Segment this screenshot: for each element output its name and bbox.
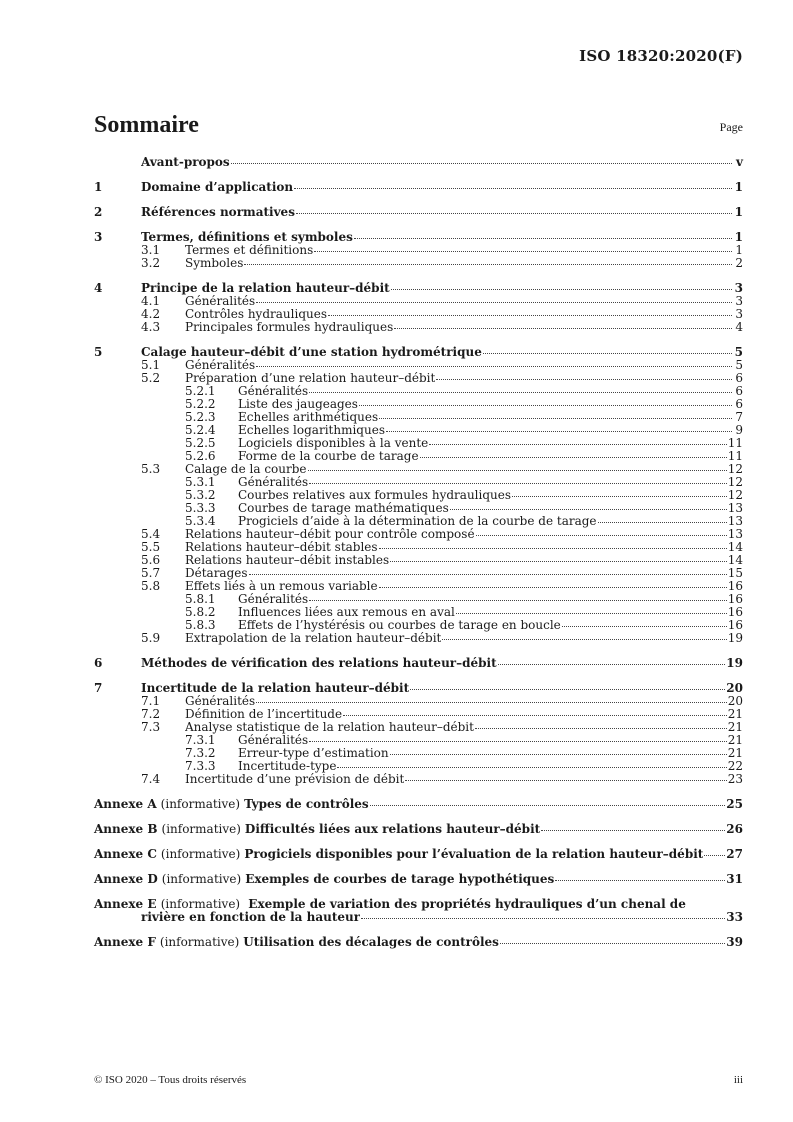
toc-entry-page: 1 xyxy=(734,180,743,194)
toc-entry-page: 12 xyxy=(727,488,743,502)
toc-entry-page: 21 xyxy=(727,746,743,760)
dot-leader xyxy=(309,600,727,601)
dot-leader xyxy=(379,418,732,419)
toc-entry-number: 5.3 xyxy=(141,462,161,476)
toc-entry[interactable] xyxy=(94,632,743,645)
dot-leader xyxy=(476,535,727,536)
dot-leader xyxy=(386,431,732,432)
toc-entry[interactable] xyxy=(94,773,743,786)
annex-qualifier: (informative) xyxy=(159,935,240,949)
toc-entry-number: 5.2.6 xyxy=(185,449,216,463)
toc-entry[interactable] xyxy=(94,231,743,244)
dot-leader xyxy=(354,238,732,239)
toc-entry[interactable] xyxy=(94,244,743,257)
toc-entry-page: 11 xyxy=(727,436,743,450)
toc-entry-page: 5 xyxy=(734,345,743,359)
annex-qualifier: (informative) xyxy=(161,822,241,836)
toc-entry-number: 5.4 xyxy=(141,527,161,541)
toc-entry-title: Symboles xyxy=(185,257,244,270)
dot-leader xyxy=(498,664,726,665)
dot-leader xyxy=(436,379,732,380)
toc-entry-number: 5.3.3 xyxy=(185,501,216,515)
dot-leader xyxy=(483,353,732,354)
toc-entry[interactable] xyxy=(94,450,743,463)
toc-entry-page: 33 xyxy=(726,910,743,924)
toc-entry-number: 7.4 xyxy=(141,772,161,786)
dot-leader xyxy=(512,496,727,497)
toc-entry-number: 7 xyxy=(94,681,103,695)
toc-entry-number: 5.3.2 xyxy=(185,488,216,502)
toc-entry-title: Avant-propos xyxy=(141,156,230,169)
toc-entry[interactable] xyxy=(94,528,743,541)
toc-entry-title: Relations hauteur–débit stables xyxy=(185,541,378,554)
dot-leader xyxy=(379,587,727,588)
toc-entry-page: 21 xyxy=(727,720,743,734)
toc-entry-page: 27 xyxy=(726,847,743,861)
toc-entry-page: 16 xyxy=(727,592,743,606)
dot-leader xyxy=(541,830,725,831)
toc-entry-title: Échelles logarithmiques xyxy=(238,424,385,437)
toc-entry-title: Généralités xyxy=(238,385,309,398)
toc-entry-title: Généralités xyxy=(238,476,309,489)
toc-annex-entry[interactable] xyxy=(94,873,743,886)
toc-entry-page: 1 xyxy=(735,243,743,257)
table-of-contents xyxy=(94,156,743,949)
dot-leader xyxy=(500,943,725,944)
toc-entry-title: Forme de la courbe de tarage xyxy=(238,450,419,463)
toc-entry-page: 39 xyxy=(726,935,743,949)
dot-leader xyxy=(328,315,732,316)
annex-qualifier: (informative) xyxy=(160,897,241,911)
toc-entry-title: Généralités xyxy=(185,695,256,708)
toc-entry-number: 5.5 xyxy=(141,540,161,554)
toc-annex-entry[interactable] xyxy=(94,936,743,949)
toc-entry-page: 20 xyxy=(727,694,743,708)
toc-annex-entry[interactable] xyxy=(94,898,743,924)
dot-leader xyxy=(429,444,726,445)
toc-entry-title: Calage hauteur–débit d’une station hydrométrique xyxy=(141,346,482,359)
toc-entry[interactable] xyxy=(94,295,743,308)
toc-entry-title: Échelles arithmétiques xyxy=(238,411,379,424)
dot-leader xyxy=(361,918,725,919)
toc-entry[interactable] xyxy=(94,321,743,334)
annex-title: Progiciels disponibles pour l’évaluation de la relation hauteur–débit xyxy=(244,848,704,861)
toc-entry-page: 14 xyxy=(727,553,743,567)
toc-entry[interactable] xyxy=(94,682,743,695)
dot-leader xyxy=(309,483,727,484)
toc-entry-page: 16 xyxy=(727,605,743,619)
toc-entry-page: 22 xyxy=(727,759,743,773)
toc-entry-title: Généralités xyxy=(185,359,256,372)
dot-leader xyxy=(256,302,732,303)
dot-leader xyxy=(598,522,727,523)
toc-entry-title: Courbes de tarage mathématiques xyxy=(238,502,449,515)
toc-entry-page: v xyxy=(736,155,743,169)
toc-entry-title: Courbes relatives aux formules hydrauliques xyxy=(238,489,512,502)
annex-qualifier: (informative) xyxy=(160,847,241,861)
toc-entry-number: 2 xyxy=(94,205,103,219)
toc-entry-number: 5.2.5 xyxy=(185,436,216,450)
dot-leader xyxy=(442,639,726,640)
toc-entry-page: 3 xyxy=(735,307,743,321)
toc-entry[interactable] xyxy=(94,206,743,219)
toc-entry-page: 4 xyxy=(735,320,743,334)
annex-label: Annexe C xyxy=(94,847,157,861)
toc-entry-page: 21 xyxy=(727,707,743,721)
dot-leader xyxy=(475,728,727,729)
toc-annex-entry[interactable] xyxy=(94,823,743,836)
toc-entry-title: Définition de l’incertitude xyxy=(185,708,343,721)
toc-entry-title: Termes, définitions et symboles xyxy=(141,231,353,244)
toc-entry-page: 12 xyxy=(727,475,743,489)
toc-entry-number: 5.2.3 xyxy=(185,410,216,424)
toc-entry-page: 1 xyxy=(734,230,743,244)
toc-entry-title: Termes et définitions xyxy=(185,244,314,257)
toc-entry-title: Logiciels disponibles à la vente xyxy=(238,437,429,450)
toc-entry-title: Analyse statistique de la relation hauteur–débit xyxy=(185,721,474,734)
toc-entry-number: 7.2 xyxy=(141,707,161,721)
toc-entry-title: Relations hauteur–débit instables xyxy=(185,554,390,567)
toc-entry-page: 19 xyxy=(726,656,743,670)
toc-entry-title: Contrôles hydrauliques xyxy=(185,308,327,321)
toc-entry-page: 13 xyxy=(727,514,743,528)
toc-entry-number: 5.2.2 xyxy=(185,397,216,411)
toc-entry-page: 15 xyxy=(727,566,743,580)
toc-entry-number: 1 xyxy=(94,180,103,194)
toc-entry-title: Principe de la relation hauteur–débit xyxy=(141,282,390,295)
toc-annex-entry[interactable] xyxy=(94,848,743,861)
toc-entry[interactable] xyxy=(94,515,743,528)
toc-entry-page: 16 xyxy=(727,579,743,593)
toc-entry-page: 3 xyxy=(734,281,743,295)
annex-label: Annexe F xyxy=(94,935,156,949)
toc-entry-number: 5.8.3 xyxy=(185,618,216,632)
toc-entry[interactable] xyxy=(94,308,743,321)
dot-leader xyxy=(309,741,727,742)
toc-entry-number: 5.3.1 xyxy=(185,475,216,489)
annex-line-2 xyxy=(94,911,743,924)
annex-title: Utilisation des décalages de contrôles xyxy=(243,936,499,949)
toc-entry-title: Liste des jaugeages xyxy=(238,398,358,411)
toc-entry[interactable] xyxy=(94,567,743,580)
toc-entry-title: Préparation d’une relation hauteur–débit xyxy=(185,372,436,385)
standard-reference: ISO 18320:2020(F) xyxy=(579,47,743,65)
annex-title: Difficultés liées aux relations hauteur–débit xyxy=(244,823,541,836)
toc-entry-number: 5.6 xyxy=(141,553,161,567)
toc-entry-page: 21 xyxy=(727,733,743,747)
annex-label: Annexe B xyxy=(94,822,158,836)
toc-entry-page: 16 xyxy=(727,618,743,632)
annex-label: Annexe E xyxy=(94,897,157,911)
dot-leader xyxy=(390,754,727,755)
dot-leader xyxy=(309,392,732,393)
toc-entry-page: 2 xyxy=(735,256,743,270)
toc-entry[interactable] xyxy=(94,156,743,169)
dot-leader xyxy=(370,805,726,806)
toc-entry-page: 9 xyxy=(735,423,743,437)
dot-leader xyxy=(249,574,727,575)
toc-entry-page: 23 xyxy=(727,772,743,786)
toc-entry-number: 5.7 xyxy=(141,566,161,580)
toc-entry-number: 4.3 xyxy=(141,320,161,334)
toc-entry-page: 25 xyxy=(726,797,743,811)
toc-entry[interactable] xyxy=(94,708,743,721)
dot-leader xyxy=(391,289,732,290)
toc-entry-number: 3 xyxy=(94,230,103,244)
toc-entry-page: 13 xyxy=(727,501,743,515)
toc-entry-page: 6 xyxy=(735,371,743,385)
toc-entry-title: Principales formules hydrauliques xyxy=(185,321,394,334)
toc-entry-page: 5 xyxy=(735,358,743,372)
toc-entry-title: Calage de la courbe xyxy=(185,463,307,476)
dot-leader xyxy=(359,405,732,406)
dot-leader xyxy=(420,457,727,458)
toc-entry[interactable] xyxy=(94,695,743,708)
toc-entry-number: 5.1 xyxy=(141,358,161,372)
dot-leader xyxy=(314,251,732,252)
toc-entry-number: 5.8 xyxy=(141,579,161,593)
toc-entry-title: Extrapolation de la relation hauteur–débit xyxy=(185,632,442,645)
toc-entry-number: 7.3.3 xyxy=(185,759,216,773)
dot-leader xyxy=(294,188,732,189)
toc-entry-page: 3 xyxy=(735,294,743,308)
toc-entry-page: 1 xyxy=(734,205,743,219)
toc-entry-title: Effets liés à un remous variable xyxy=(185,580,378,593)
toc-entry-title: Détarages xyxy=(185,567,248,580)
toc-entry-number: 7.3 xyxy=(141,720,161,734)
toc-entry-page: 6 xyxy=(735,384,743,398)
toc-entry-page: 6 xyxy=(735,397,743,411)
toc-entry-number: 7.1 xyxy=(141,694,161,708)
toc-entry-title: Incertitude d’une prévision de débit xyxy=(185,773,405,786)
dot-leader xyxy=(405,780,726,781)
annex-qualifier: (informative) xyxy=(161,872,242,886)
toc-entry[interactable] xyxy=(94,760,743,773)
annex-line-1 xyxy=(94,898,743,911)
annex-title: Exemple de variation des propriétés hydrauliques d’un chenal de xyxy=(248,897,686,911)
toc-entry-page: 14 xyxy=(727,540,743,554)
toc-entry-number: 4.1 xyxy=(141,294,161,308)
toc-entry-page: 20 xyxy=(726,681,743,695)
toc-entry-number: 5.8.2 xyxy=(185,605,216,619)
toc-entry-number: 4.2 xyxy=(141,307,161,321)
toc-title: Sommaire xyxy=(94,112,199,138)
dot-leader xyxy=(410,689,725,690)
toc-entry-title: Méthodes de vérification des relations hauteur–débit xyxy=(141,657,497,670)
dot-leader xyxy=(450,509,727,510)
toc-entry-title: Généralités xyxy=(238,734,309,747)
dot-leader xyxy=(379,548,727,549)
dot-leader xyxy=(296,213,732,214)
dot-leader xyxy=(704,855,725,856)
toc-annex-entry[interactable] xyxy=(94,798,743,811)
toc-entry-title: Références normatives xyxy=(141,206,295,219)
annex-title-continued: rivière en fonction de la hauteur xyxy=(141,911,361,924)
toc-entry-number: 5.3.4 xyxy=(185,514,216,528)
toc-entry-page: 19 xyxy=(727,631,743,645)
toc-entry-page: 26 xyxy=(726,822,743,836)
toc-entry-title: Généralités xyxy=(185,295,256,308)
annex-title: Types de contrôles xyxy=(244,798,369,811)
toc-entry-number: 5.2 xyxy=(141,371,161,385)
toc-entry-number: 5.2.4 xyxy=(185,423,216,437)
toc-entry-title: Influences liées aux remous en aval xyxy=(238,606,455,619)
toc-entry[interactable] xyxy=(94,554,743,567)
dot-leader xyxy=(308,470,727,471)
toc-entry-page: 13 xyxy=(727,527,743,541)
toc-entry-number: 5.2.1 xyxy=(185,384,216,398)
dot-leader xyxy=(244,264,732,265)
footer-page-number: iii xyxy=(733,1074,743,1086)
dot-leader xyxy=(456,613,727,614)
annex-title: Exemples de courbes de tarage hypothétiques xyxy=(245,873,555,886)
dot-leader xyxy=(256,702,727,703)
toc-entry-title: Progiciels d’aide à la détermination de la courbe de tarage xyxy=(238,515,597,528)
annex-qualifier: (informative) xyxy=(160,797,241,811)
toc-entry-title: Relations hauteur–débit pour contrôle composé xyxy=(185,528,475,541)
toc-entry-number: 3.2 xyxy=(141,256,161,270)
dot-leader xyxy=(256,366,732,367)
toc-entry[interactable] xyxy=(94,359,743,372)
toc-entry-title: Incertitude de la relation hauteur–débit xyxy=(141,682,410,695)
toc-entry-number: 7.3.1 xyxy=(185,733,216,747)
toc-entry-page: 11 xyxy=(727,449,743,463)
toc-entry-title: Incertitude-type xyxy=(238,760,337,773)
dot-leader xyxy=(390,561,727,562)
annex-label: Annexe D xyxy=(94,872,158,886)
toc-entry-page: 7 xyxy=(735,410,743,424)
toc-entry-number: 3.1 xyxy=(141,243,161,257)
toc-entry[interactable] xyxy=(94,257,743,270)
toc-entry[interactable] xyxy=(94,657,743,670)
dot-leader xyxy=(562,626,727,627)
toc-entry-number: 5.9 xyxy=(141,631,161,645)
page-column-label: Page xyxy=(719,120,743,134)
dot-leader xyxy=(343,715,727,716)
toc-entry-page: 12 xyxy=(727,462,743,476)
toc-entry-title: Généralités xyxy=(238,593,309,606)
toc-entry-page: 31 xyxy=(726,872,743,886)
toc-entry-number: 5.8.1 xyxy=(185,592,216,606)
annex-label: Annexe A xyxy=(94,797,157,811)
toc-entry-title: Erreur-type d’estimation xyxy=(238,747,389,760)
toc-entry-title: Domaine d’application xyxy=(141,181,294,194)
toc-entry-title: Effets de l’hystérésis ou courbes de tarage en boucle xyxy=(238,619,561,632)
toc-entry-number: 4 xyxy=(94,281,103,295)
toc-entry[interactable] xyxy=(94,619,743,632)
dot-leader xyxy=(555,880,725,881)
toc-entry[interactable] xyxy=(94,346,743,359)
toc-entry[interactable] xyxy=(94,282,743,295)
toc-entry-number: 6 xyxy=(94,656,103,670)
dot-leader xyxy=(394,328,732,329)
footer-copyright: © ISO 2020 – Tous droits réservés xyxy=(94,1074,247,1086)
dot-leader xyxy=(231,163,732,164)
toc-entry[interactable] xyxy=(94,181,743,194)
toc-entry-number: 5 xyxy=(94,345,103,359)
toc-entry[interactable] xyxy=(94,541,743,554)
toc-entry-number: 7.3.2 xyxy=(185,746,216,760)
dot-leader xyxy=(337,767,726,768)
